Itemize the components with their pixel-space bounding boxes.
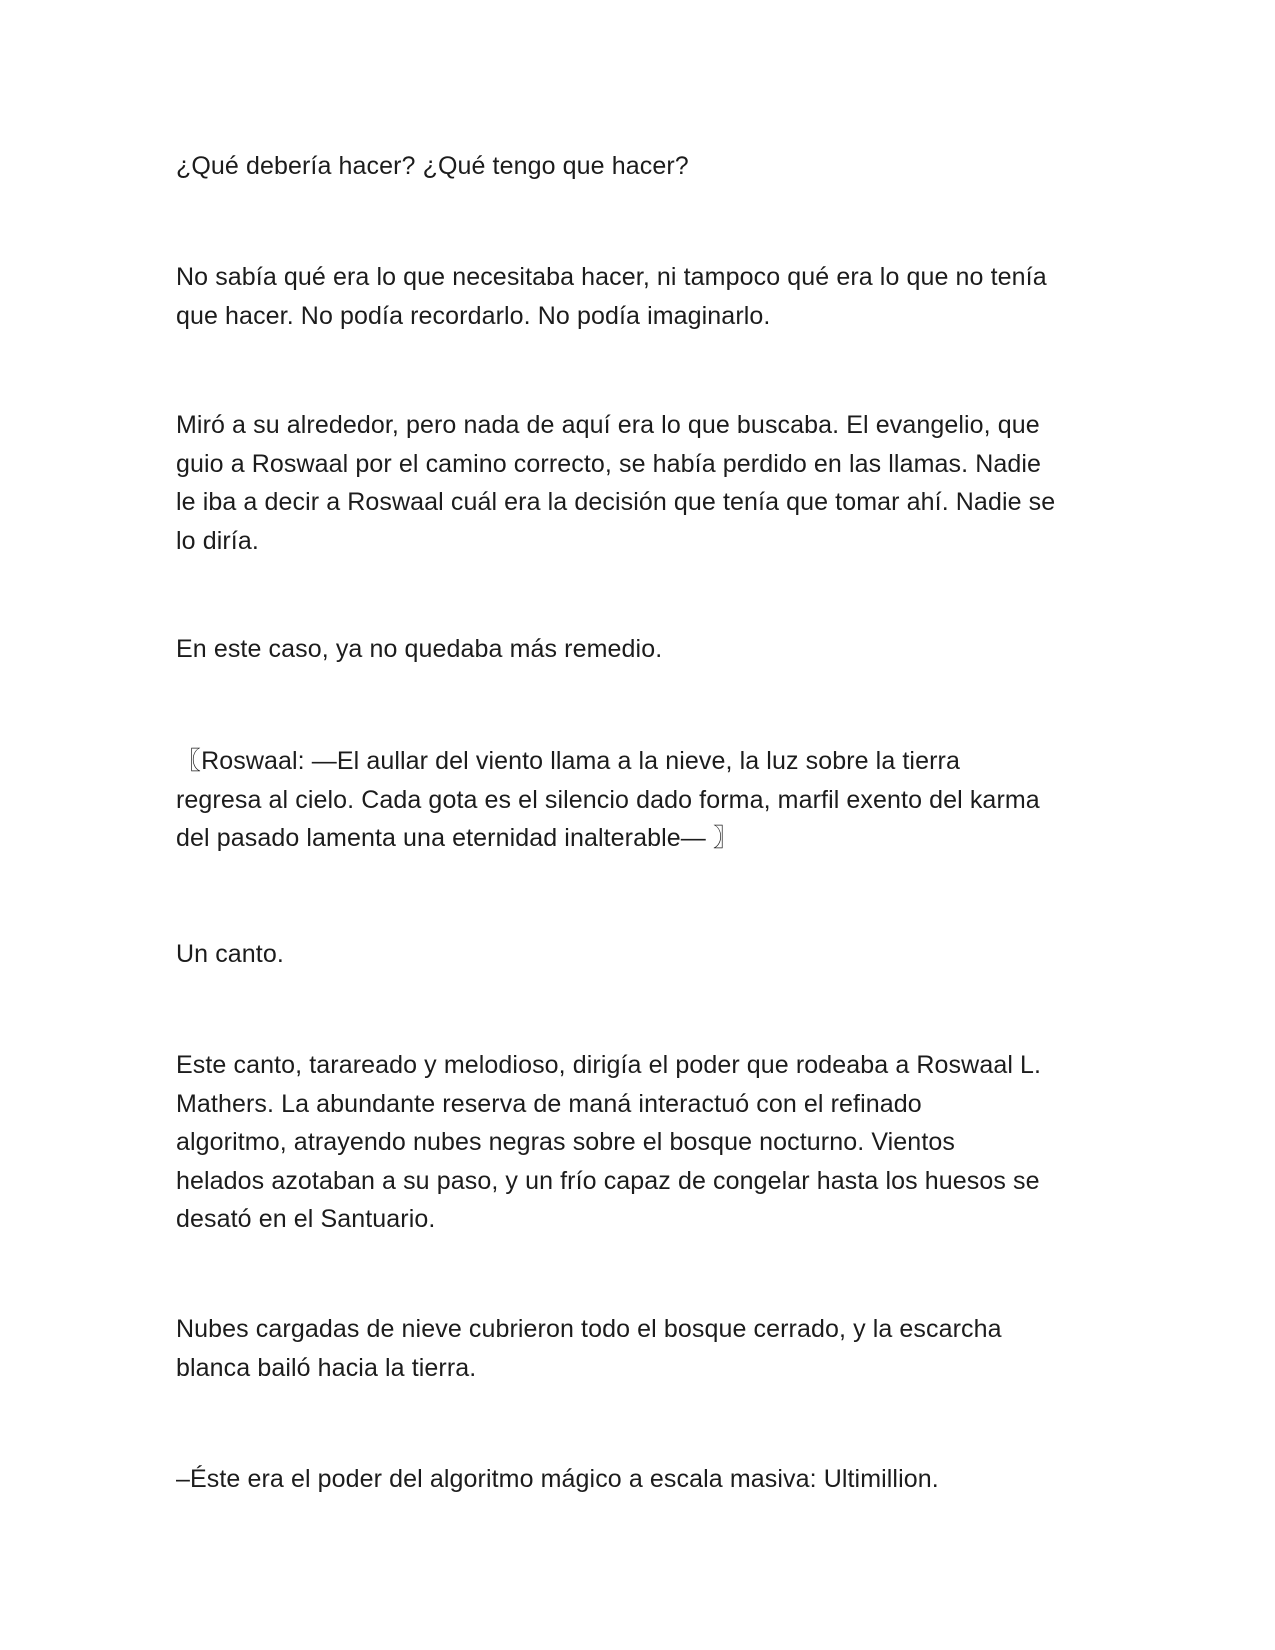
paragraph-line: ¿Qué debería hacer? ¿Qué tengo que hacer? bbox=[176, 152, 689, 180]
paragraph-line: Un canto. bbox=[176, 940, 284, 968]
paragraph-line: regresa al cielo. Cada gota es el silencio dado forma, marfil exento del karma bbox=[176, 785, 1040, 814]
paragraph-line: –Éste era el poder del algoritmo mágico a escala masiva: Ultimillion. bbox=[176, 1465, 939, 1493]
paragraph-line: blanca bailó hacia la tierra. bbox=[176, 1353, 477, 1382]
paragraph-4 bbox=[176, 630, 1096, 669]
paragraph-line: Este canto, tarareado y melodioso, dirigía el poder que rodeaba a Roswaal L. bbox=[176, 1051, 1042, 1079]
paragraph-line: que hacer. No podía recordarlo. No podía imaginarlo. bbox=[176, 301, 771, 330]
paragraph-7 bbox=[176, 1046, 1096, 1239]
paragraph-8 bbox=[176, 1310, 1096, 1387]
paragraph-line: No sabía qué era lo que necesitaba hacer, ni tampoco qué era lo que no tenía bbox=[176, 263, 1047, 291]
paragraph-9 bbox=[176, 1460, 1096, 1499]
paragraph-3 bbox=[176, 406, 1096, 560]
paragraph-line: Miró a su alrededor, pero nada de aquí era lo que buscaba. El evangelio, que bbox=[176, 411, 1040, 439]
paragraph-line: guio a Roswaal por el camino correcto, se había perdido en las llamas. Nadie bbox=[176, 449, 1042, 478]
paragraph-line: algoritmo, atrayendo nubes negras sobre el bosque nocturno. Vientos bbox=[176, 1128, 955, 1156]
paragraph-1 bbox=[176, 147, 1096, 186]
chant-paragraph bbox=[176, 742, 1096, 858]
paragraph-line: le iba a decir a Roswaal cuál era la decisión que tenía que tomar ahí. Nadie se bbox=[176, 488, 1056, 516]
paragraph-line: helados azotaban a su paso, y un frío capaz de congelar hasta los huesos se bbox=[176, 1166, 1040, 1195]
paragraph-line: Nubes cargadas de nieve cubrieron todo el bosque cerrado, y la escarcha bbox=[176, 1315, 1002, 1343]
paragraph-6 bbox=[176, 935, 1096, 974]
paragraph-line: Mathers. La abundante reserva de maná interactuó con el refinado bbox=[176, 1089, 922, 1118]
paragraph-2 bbox=[176, 258, 1096, 335]
paragraph-line: desató en el Santuario. bbox=[176, 1205, 436, 1233]
paragraph-line: lo diría. bbox=[176, 526, 259, 555]
paragraph-line: 〖Roswaal: —El aullar del viento llama a la nieve, la luz sobre la tierra bbox=[176, 747, 960, 775]
paragraph-line: En este caso, ya no quedaba más remedio. bbox=[176, 635, 663, 663]
paragraph-line: del pasado lamenta una eternidad inalterable— 〗 bbox=[176, 824, 739, 852]
